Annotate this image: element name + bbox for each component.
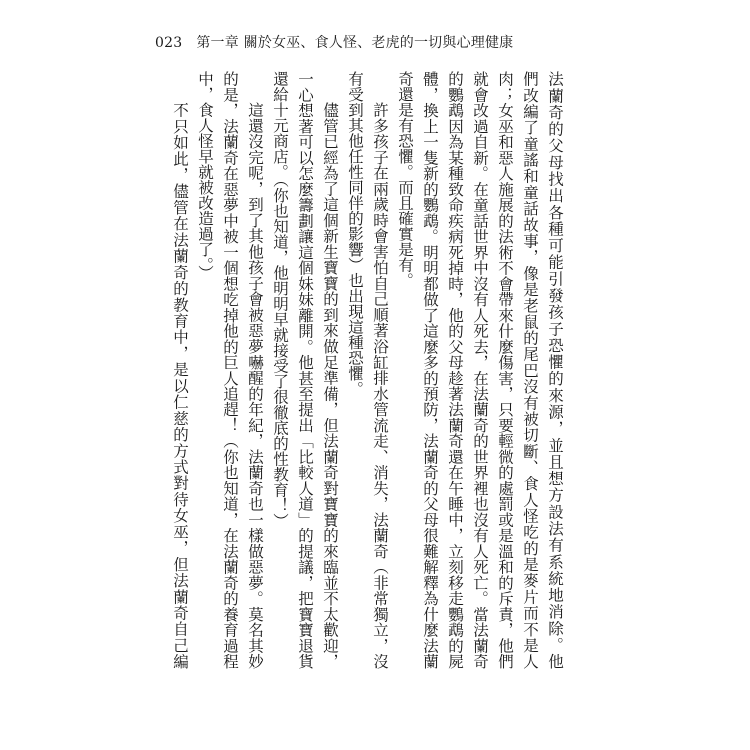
text-column: 們改編了童謠和童話故事，像是老鼠的尾巴沒有被切斷、食人怪吃的是麥片而不是人: [521, 71, 539, 669]
text-column: 奇還是有恐懼。而且確實是有。: [396, 71, 414, 288]
chapter-title: 第一章 關於女巫、食人怪、老虎的一切與心理健康: [196, 35, 514, 51]
paragraph: [167, 71, 192, 669]
running-header: [155, 33, 513, 53]
paragraph: [267, 71, 342, 669]
text-column: 儘管已經為了這個新生寶寶的到來做足準備，但法蘭奇對寶寶的來臨並不太歡迎，: [321, 102, 339, 669]
text-column: 體，換上一隻新的鸚鵡。明明都做了這麼多的預防，法蘭奇的父母很難解釋為什麼法蘭: [421, 71, 439, 669]
text-column: 還給十元商店。（你也知道，他明明早就接受了很徹底的性教育！）: [271, 71, 289, 529]
text-column: 就會改過自新。在童話世界中沒有人死去，在法蘭奇的世界裡也沒有人死亡。當法蘭奇: [471, 71, 489, 669]
text-column: 一心想著可以怎麼籌劃讓這個妹妹離開。他甚至提出「比較人道」的提議，把寶寶退貨: [296, 71, 314, 669]
text-column: 不只如此，儘管在法蘭奇的教育中，是以仁慈的方式對待女巫，但法蘭奇自己編: [171, 102, 189, 669]
text-column: 的鸚鵡因為某種致命疾病死掉時，他的父母趁著法蘭奇還在午睡中，立刻移走鸚鵡的屍: [446, 71, 464, 669]
text-column: 有受到其他任性同伴的影響）也出現這種恐懼。: [346, 71, 364, 397]
text-column: 法蘭奇的父母找出各種可能引發孩子恐懼的來源，並且想方設法有系統地消除。他: [546, 71, 564, 669]
text-column: 的是，法蘭奇在惡夢中被一個想吃掉他的巨人追趕！（你也知道，在法蘭奇的養育過程: [221, 71, 239, 669]
paragraph: [342, 71, 392, 669]
text-column: 許多孩子在兩歲時會害怕自己順著浴缸排水管流走、消失，法蘭奇（非常獨立，沒: [371, 102, 389, 669]
text-column: 這還沒完呢，到了其他孩子會被惡夢嚇醒的年紀，法蘭奇也一樣做惡夢。莫名其妙: [246, 102, 264, 669]
paragraph: [192, 71, 267, 669]
text-column: 肉；女巫和惡人施展的法術不會帶來什麼傷害，只要輕微的處罰或是溫和的斥責，他們: [496, 71, 514, 669]
page-number: 023: [155, 35, 183, 51]
text-column: 中，食人怪早就被改造過了。）: [196, 71, 214, 281]
paragraph: [392, 71, 567, 669]
body-text: [167, 71, 567, 669]
